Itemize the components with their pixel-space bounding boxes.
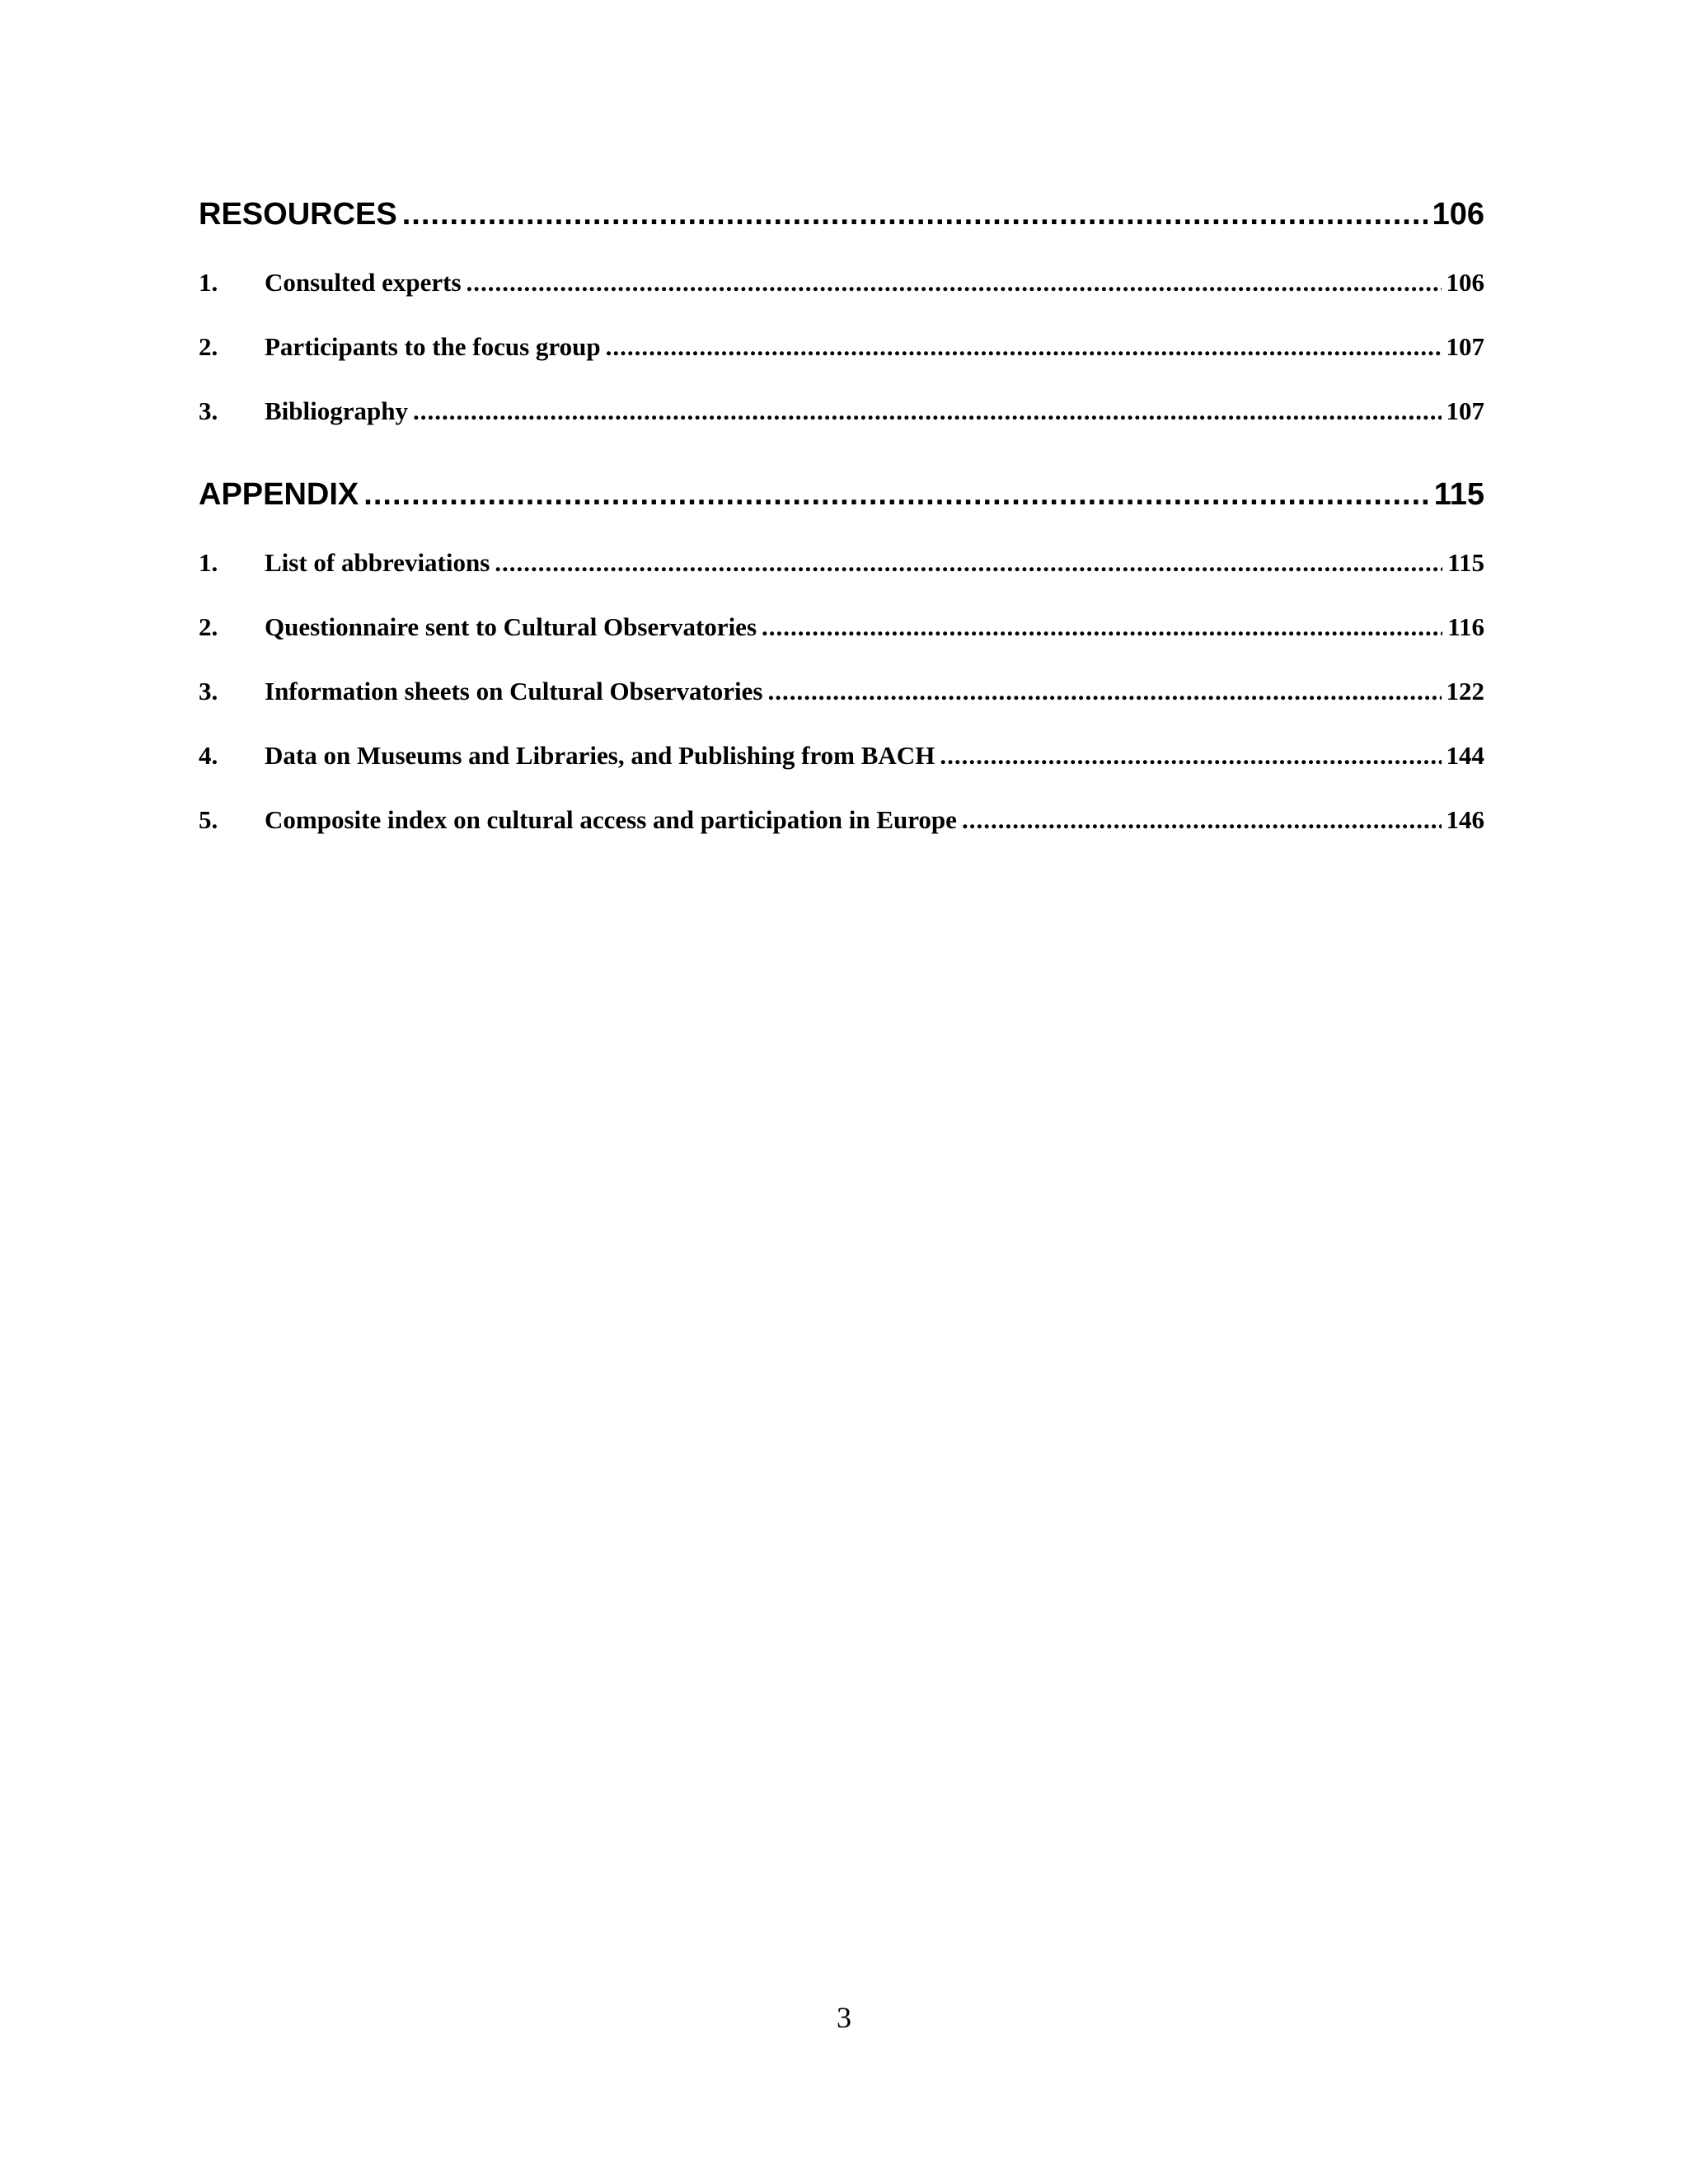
dot-leader [413, 395, 1442, 428]
toc-entry-title: Questionnaire sent to Cultural Observatories [265, 612, 757, 641]
toc-entry[interactable] [199, 395, 1484, 428]
dot-leader [767, 675, 1441, 708]
toc-heading-title: APPENDIX [199, 477, 359, 512]
toc-entry-title: Data on Museums and Libraries, and Publishing from BACH [265, 741, 935, 770]
toc-entry-title: Information sheets on Cultural Observatories [265, 677, 763, 705]
dot-leader [495, 546, 1442, 579]
toc-heading-title: RESOURCES [199, 197, 397, 232]
toc-entry-title: Consulted experts [265, 268, 462, 297]
toc-section-resources [199, 195, 1484, 233]
toc-entry[interactable] [199, 266, 1484, 299]
toc-entry-title: Participants to the focus group [265, 332, 601, 361]
toc-entry[interactable] [199, 611, 1484, 644]
dot-leader [762, 611, 1442, 644]
toc-heading[interactable] [199, 195, 1484, 233]
dot-leader [467, 266, 1442, 299]
toc-entry-page: 144 [1446, 741, 1484, 770]
toc-entry-page: 106 [1446, 268, 1484, 297]
toc-entry-page: 115 [1447, 548, 1484, 577]
toc-entry-page: 116 [1447, 612, 1484, 641]
toc-entry-number: 2. [199, 332, 218, 361]
toc-entry-page: 146 [1446, 805, 1484, 834]
toc-entry-number: 5. [199, 805, 218, 834]
toc-entry-number: 1. [199, 268, 218, 297]
toc-entry-number: 3. [199, 677, 218, 705]
toc-entry[interactable] [199, 330, 1484, 363]
toc-heading-page: 106 [1432, 197, 1484, 232]
toc-entry[interactable] [199, 804, 1484, 837]
toc-entry[interactable] [199, 739, 1484, 772]
toc-entry-page: 122 [1446, 677, 1484, 705]
toc-heading-page: 115 [1433, 477, 1484, 512]
toc-heading[interactable] [199, 476, 1484, 513]
page-number: 3 [837, 2001, 851, 2034]
dot-leader [962, 804, 1442, 837]
toc-entry-number: 3. [199, 396, 218, 425]
toc-entry-page: 107 [1446, 332, 1484, 361]
toc-entry-number: 2. [199, 612, 218, 641]
toc-entry-number: 4. [199, 741, 218, 770]
toc-entry-title: Bibliography [265, 396, 408, 425]
dot-leader [940, 739, 1441, 772]
dot-leader [606, 330, 1442, 363]
toc-entry-page: 107 [1446, 396, 1484, 425]
toc-entry-number: 1. [199, 548, 218, 577]
toc-entry[interactable] [199, 546, 1484, 579]
dot-leader [363, 476, 1428, 513]
toc-entry-title: Composite index on cultural access and participation in Europe [265, 805, 957, 834]
dot-leader [402, 195, 1428, 233]
toc-entry-title: List of abbreviations [265, 548, 490, 577]
toc-entry[interactable] [199, 675, 1484, 708]
toc-section-appendix [199, 476, 1484, 513]
